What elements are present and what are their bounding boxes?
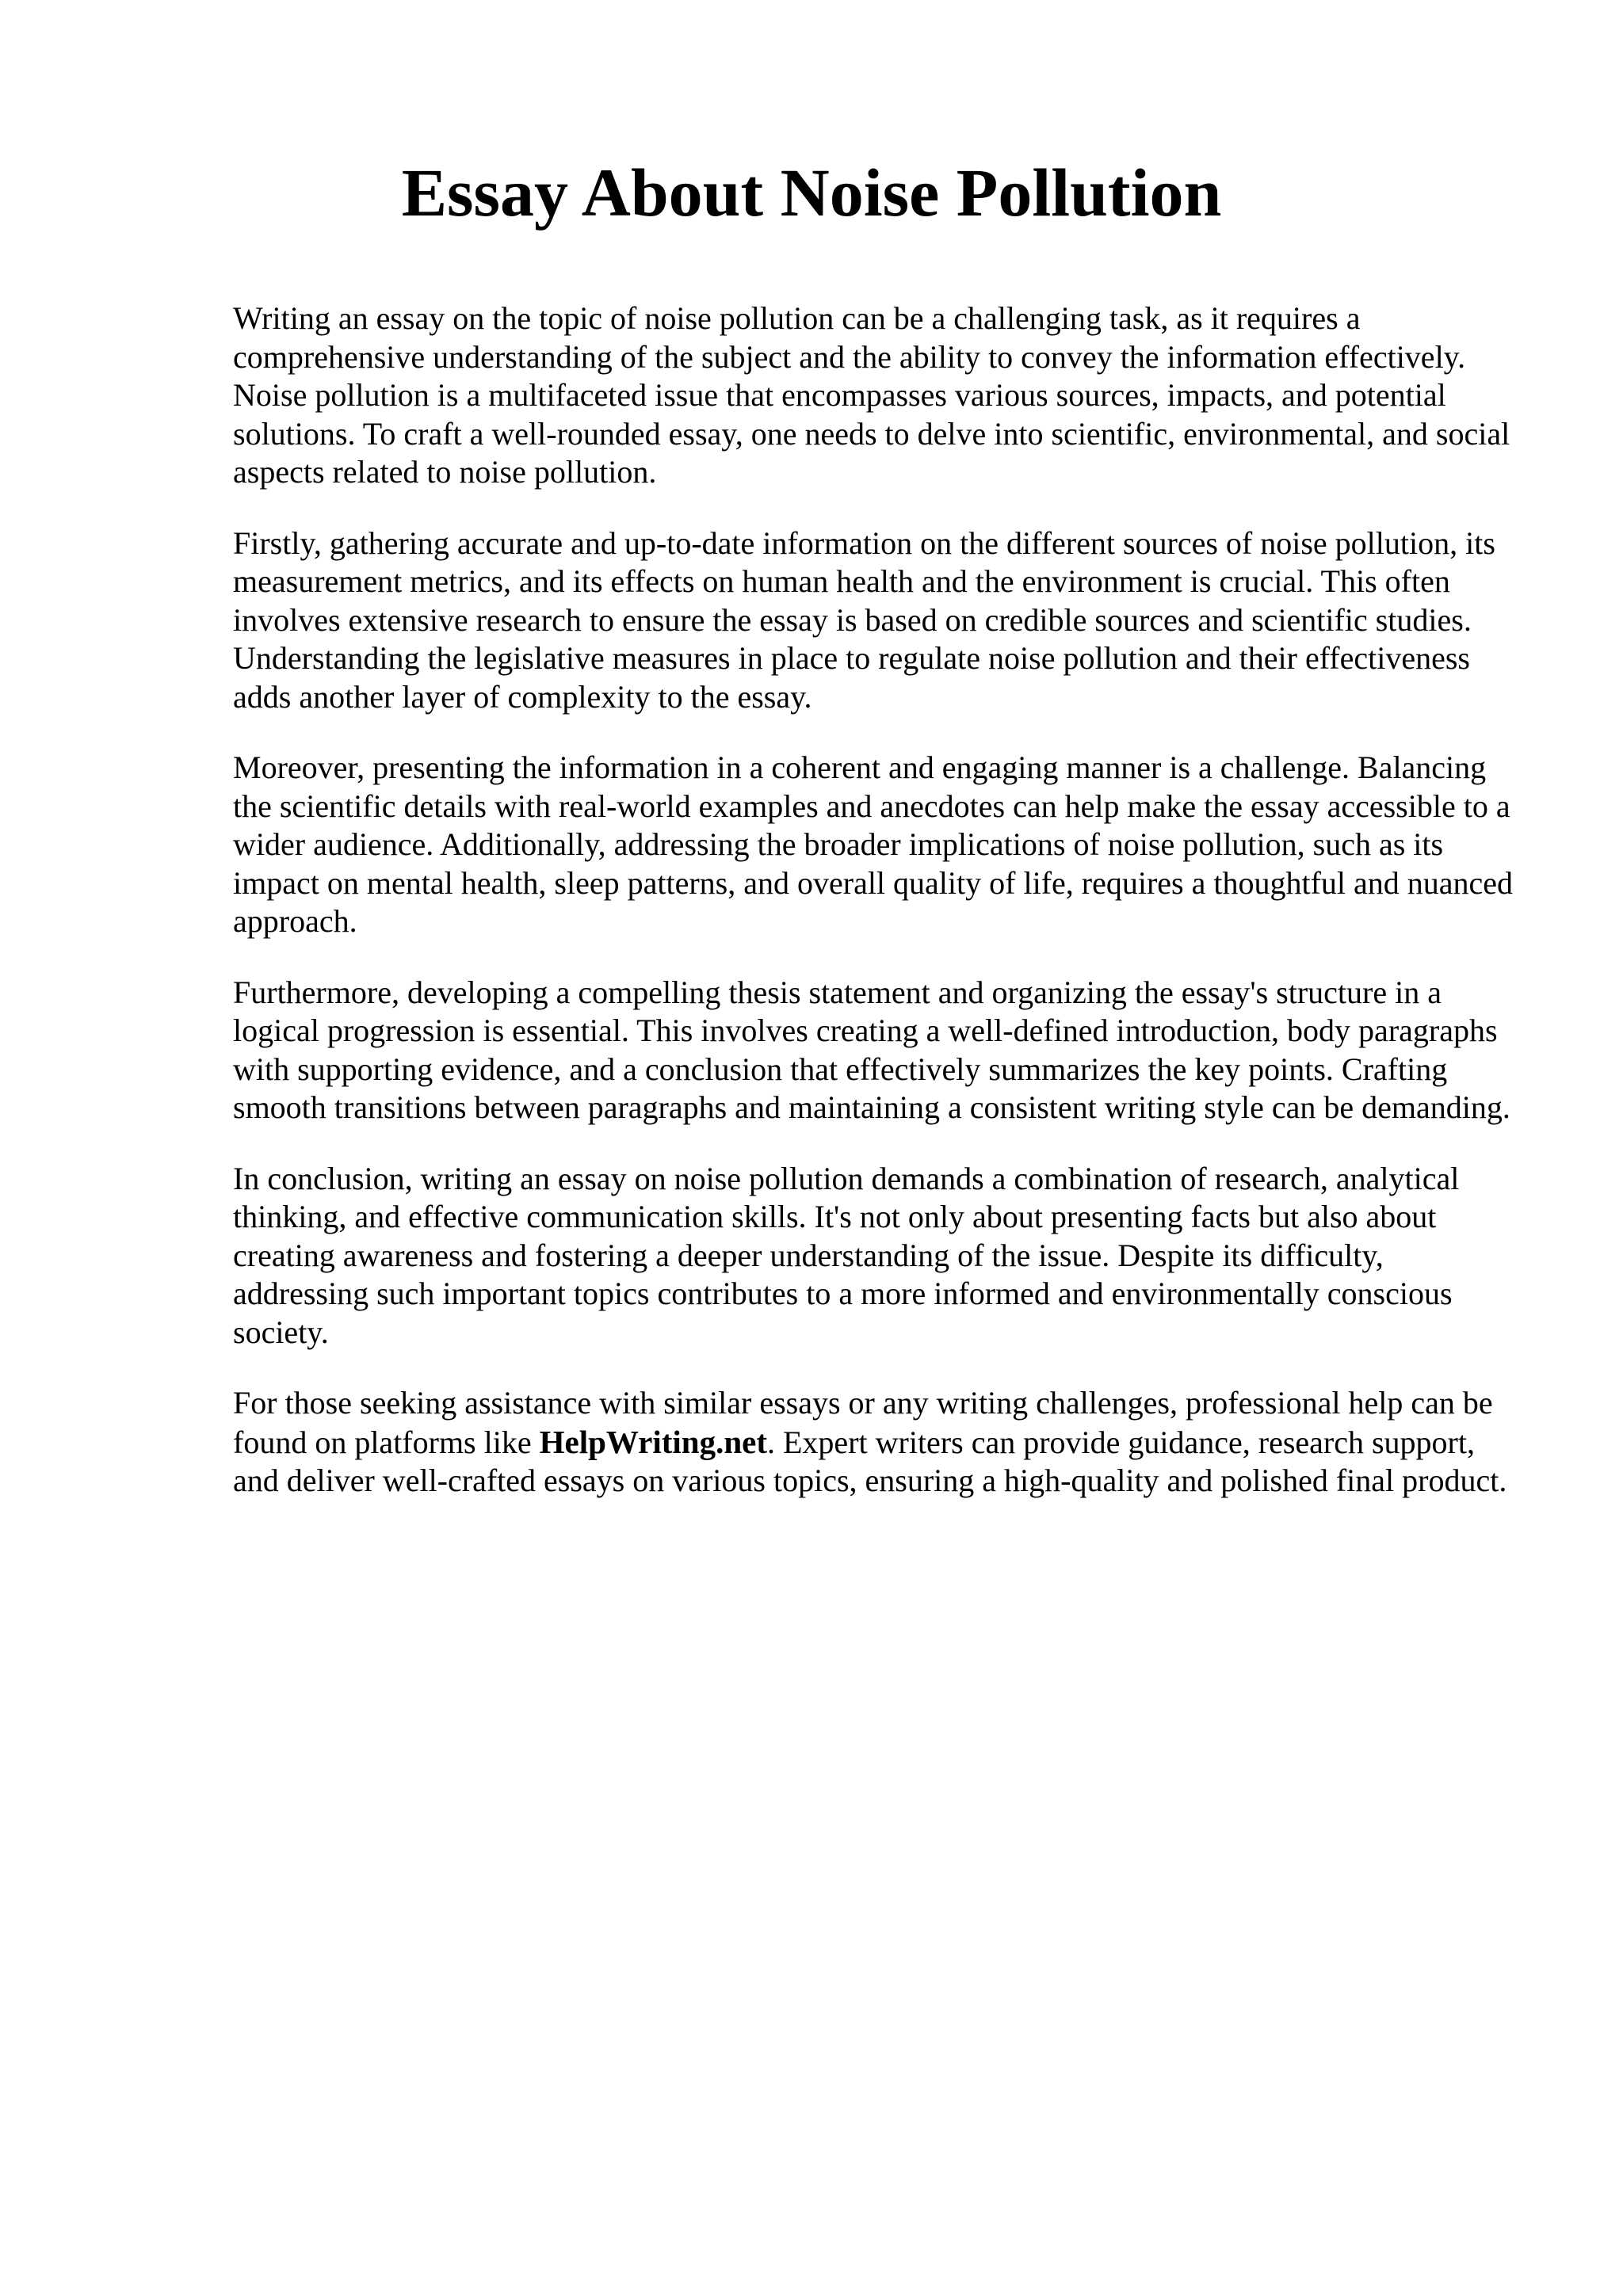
paragraph-5: In conclusion, writing an essay on noise pollution demands a combination of research, analytical thinking, and effective communication skills. It's not only about presenting facts but also about creating awareness and fostering a deeper understanding of the issue. Despite its difficulty, addressing such important topics contributes to a more informed and environmentally conscious society. — [233, 1160, 1460, 1350]
essay-body — [233, 299, 1517, 1533]
paragraph-6 — [233, 1384, 1517, 1501]
paragraph-6-lead: For those seeking assistance with similar essays or any writing challenges, professional help can be found on platforms like — [233, 1385, 1493, 1460]
paragraph-4: Furthermore, developing a compelling thesis statement and organizing the essay's structure in a logical progression is essential. This involves creating a well-defined introduction, body paragraphs with supporting evidence, and a conclusion that effectively summarizes the key points. Crafting smooth transitions between paragraphs and maintaining a consistent writing style can be demanding. — [233, 974, 1510, 1125]
helpwriting-link[interactable]: HelpWriting.net — [539, 1423, 767, 1460]
paragraph-2: Firstly, gathering accurate and up-to-date information on the different sources of noise pollution, its measurement metrics, and its effects on human health and the environment is crucial. This often involves extensive research to ensure the essay is based on credible sources and scientific studies. Understanding the legislative measures in place to regulate noise pollution and their effectiveness adds another layer of complexity to the essay. — [233, 524, 1495, 715]
paragraph-1: Writing an essay on the topic of noise pollution can be a challenging task, as it requires a comprehensive understanding of the subject and the ability to convey the information effectively. Noise pollution is a multifaceted issue that encompasses various sources, impacts, and potential solutions. To craft a well-rounded essay, one needs to delve into scientific, environmental, and social aspects related to noise pollution. — [233, 300, 1510, 490]
page-title: Essay About Noise Pollution — [401, 154, 1222, 231]
paragraph-3: Moreover, presenting the information in a coherent and engaging manner is a challenge. Balancing the scientific details with real-world examples and anecdotes can help make the essay accessible to a wider audience. Additionally, addressing the broader implications of noise pollution, such as its impact on mental health, sleep patterns, and overall quality of life, requires a thoughtful and nuanced approach. — [233, 749, 1514, 939]
paragraph-6-tail: . Expert writers can provide guidance, research support, and deliver well-crafted essays on various topics, ensuring a high-quality and polished final product. — [233, 1424, 1507, 1498]
